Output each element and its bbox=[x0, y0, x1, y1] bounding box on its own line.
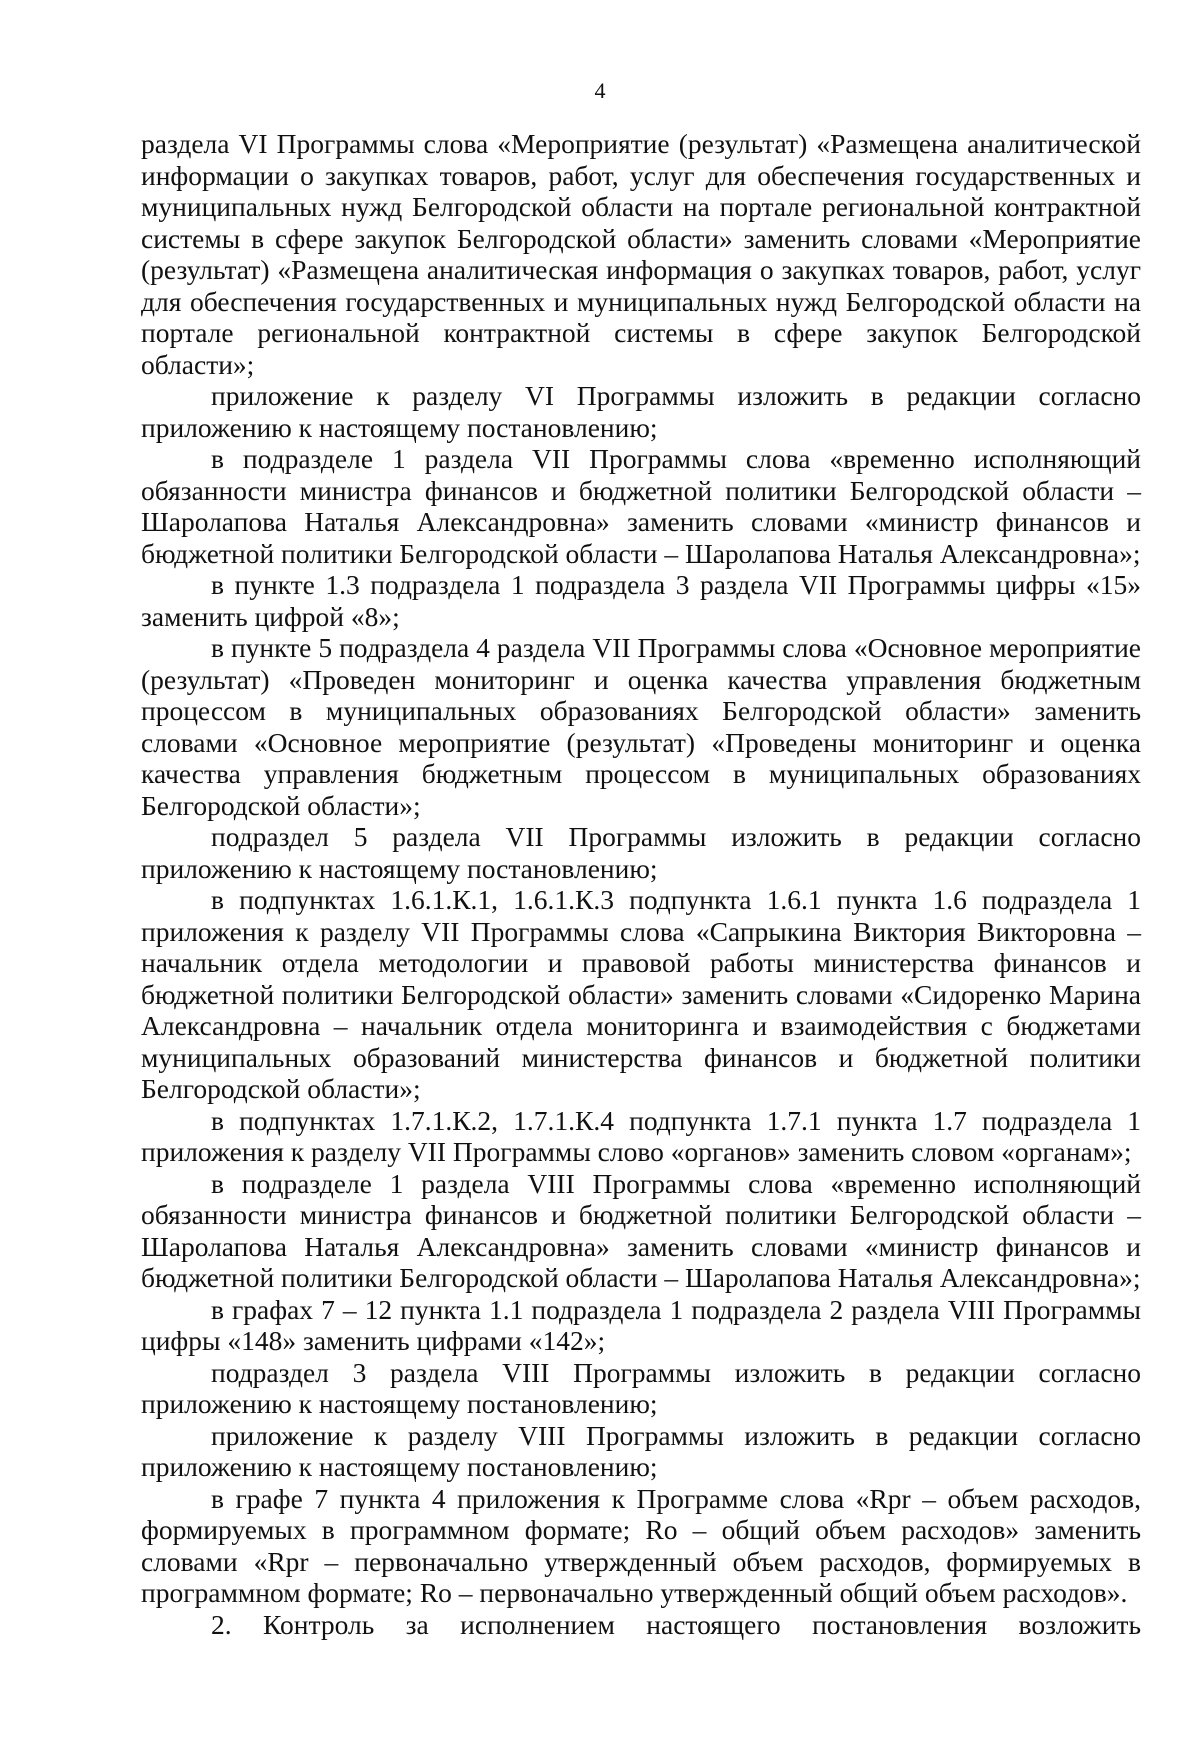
document-body bbox=[141, 128, 1141, 1640]
paragraph: в пункте 1.3 подраздела 1 подраздела 3 раздела VII Программы цифры «15» заменить цифрой «8»; bbox=[141, 569, 1141, 632]
paragraph: приложение к разделу VIII Программы изложить в редакции согласно приложению к настоящему постановлению; bbox=[141, 1419, 1141, 1482]
paragraph: в подпунктах 1.6.1.К.1, 1.6.1.К.3 подпункта 1.6.1 пункта 1.6 подраздела 1 приложения к разделу VII Программы слова «Сапрыкина Виктория Викторовна – начальник отдела методологии и правовой работы министерства финансов и бюджетной политики Белгородской области» заменить словами «Сидоренко Марина Александровна – начальник отдела мониторинга и взаимодействия с бюджетами муниципальных образований министерства финансов и бюджетной политики Белгородской области»; bbox=[141, 884, 1141, 1104]
paragraph: приложение к разделу VI Программы изложить в редакции согласно приложению к настоящему постановлению; bbox=[141, 380, 1141, 443]
page-number: 4 bbox=[594, 78, 606, 103]
paragraph: в подпунктах 1.7.1.К.2, 1.7.1.К.4 подпункта 1.7.1 пункта 1.7 подраздела 1 приложения к разделу VII Программы слово «органов» заменить словом «органам»; bbox=[141, 1104, 1141, 1167]
paragraph: в подразделе 1 раздела VII Программы слова «временно исполняющий обязанности министра финансов и бюджетной политики Белгородской области – Шаролапова Наталья Александровна» заменить словами «министр финансов и бюджетной политики Белгородской области – Шаролапова Наталья Александровна»; bbox=[141, 443, 1141, 569]
paragraph: в подразделе 1 раздела VIII Программы слова «временно исполняющий обязанности министра финансов и бюджетной политики Белгородской области – Шаролапова Наталья Александровна» заменить словами «министр финансов и бюджетной политики Белгородской области – Шаролапова Наталья Александровна»; bbox=[141, 1167, 1141, 1293]
paragraph: в графе 7 пункта 4 приложения к Программе слова «Rpr – объем расходов, формируемых в программном формате; Ro – общий объем расходов» заменить словами «Rpr – первоначально утвержденный объем расходов, формируемых в программном формате; Ro – первоначально утвержденный общий объем расходов». bbox=[141, 1482, 1141, 1608]
paragraph: подраздел 5 раздела VII Программы изложить в редакции согласно приложению к настоящему постановлению; bbox=[141, 821, 1141, 884]
paragraph: раздела VI Программы слова «Мероприятие (результат) «Размещена аналитической информации о закупках товаров, работ, услуг для обеспечения государственных и муниципальных нужд Белгородской области на портале региональной контрактной системы в сфере закупок Белгородской области» заменить словами «Мероприятие (результат) «Размещена аналитическая информация о закупках товаров, работ, услуг для обеспечения государственных и муниципальных нужд Белгородской области на портале региональной контрактной системы в сфере закупок Белгородской области»; bbox=[141, 128, 1141, 380]
paragraph: подраздел 3 раздела VIII Программы изложить в редакции согласно приложению к настоящему постановлению; bbox=[141, 1356, 1141, 1419]
paragraph: в пункте 5 подраздела 4 раздела VII Программы слова «Основное мероприятие (результат) «Проведен мониторинг и оценка качества управления бюджетным процессом в муниципальных образованиях Белгородской области» заменить словами «Основное мероприятие (результат) «Проведены мониторинг и оценка качества управления бюджетным процессом в муниципальных образованиях Белгородской области»; bbox=[141, 632, 1141, 821]
paragraph: 2. Контроль за исполнением настоящего постановления возложить bbox=[211, 1608, 1141, 1640]
paragraph: в графах 7 – 12 пункта 1.1 подраздела 1 подраздела 2 раздела VIII Программы цифры «148» заменить цифрами «142»; bbox=[141, 1293, 1141, 1356]
